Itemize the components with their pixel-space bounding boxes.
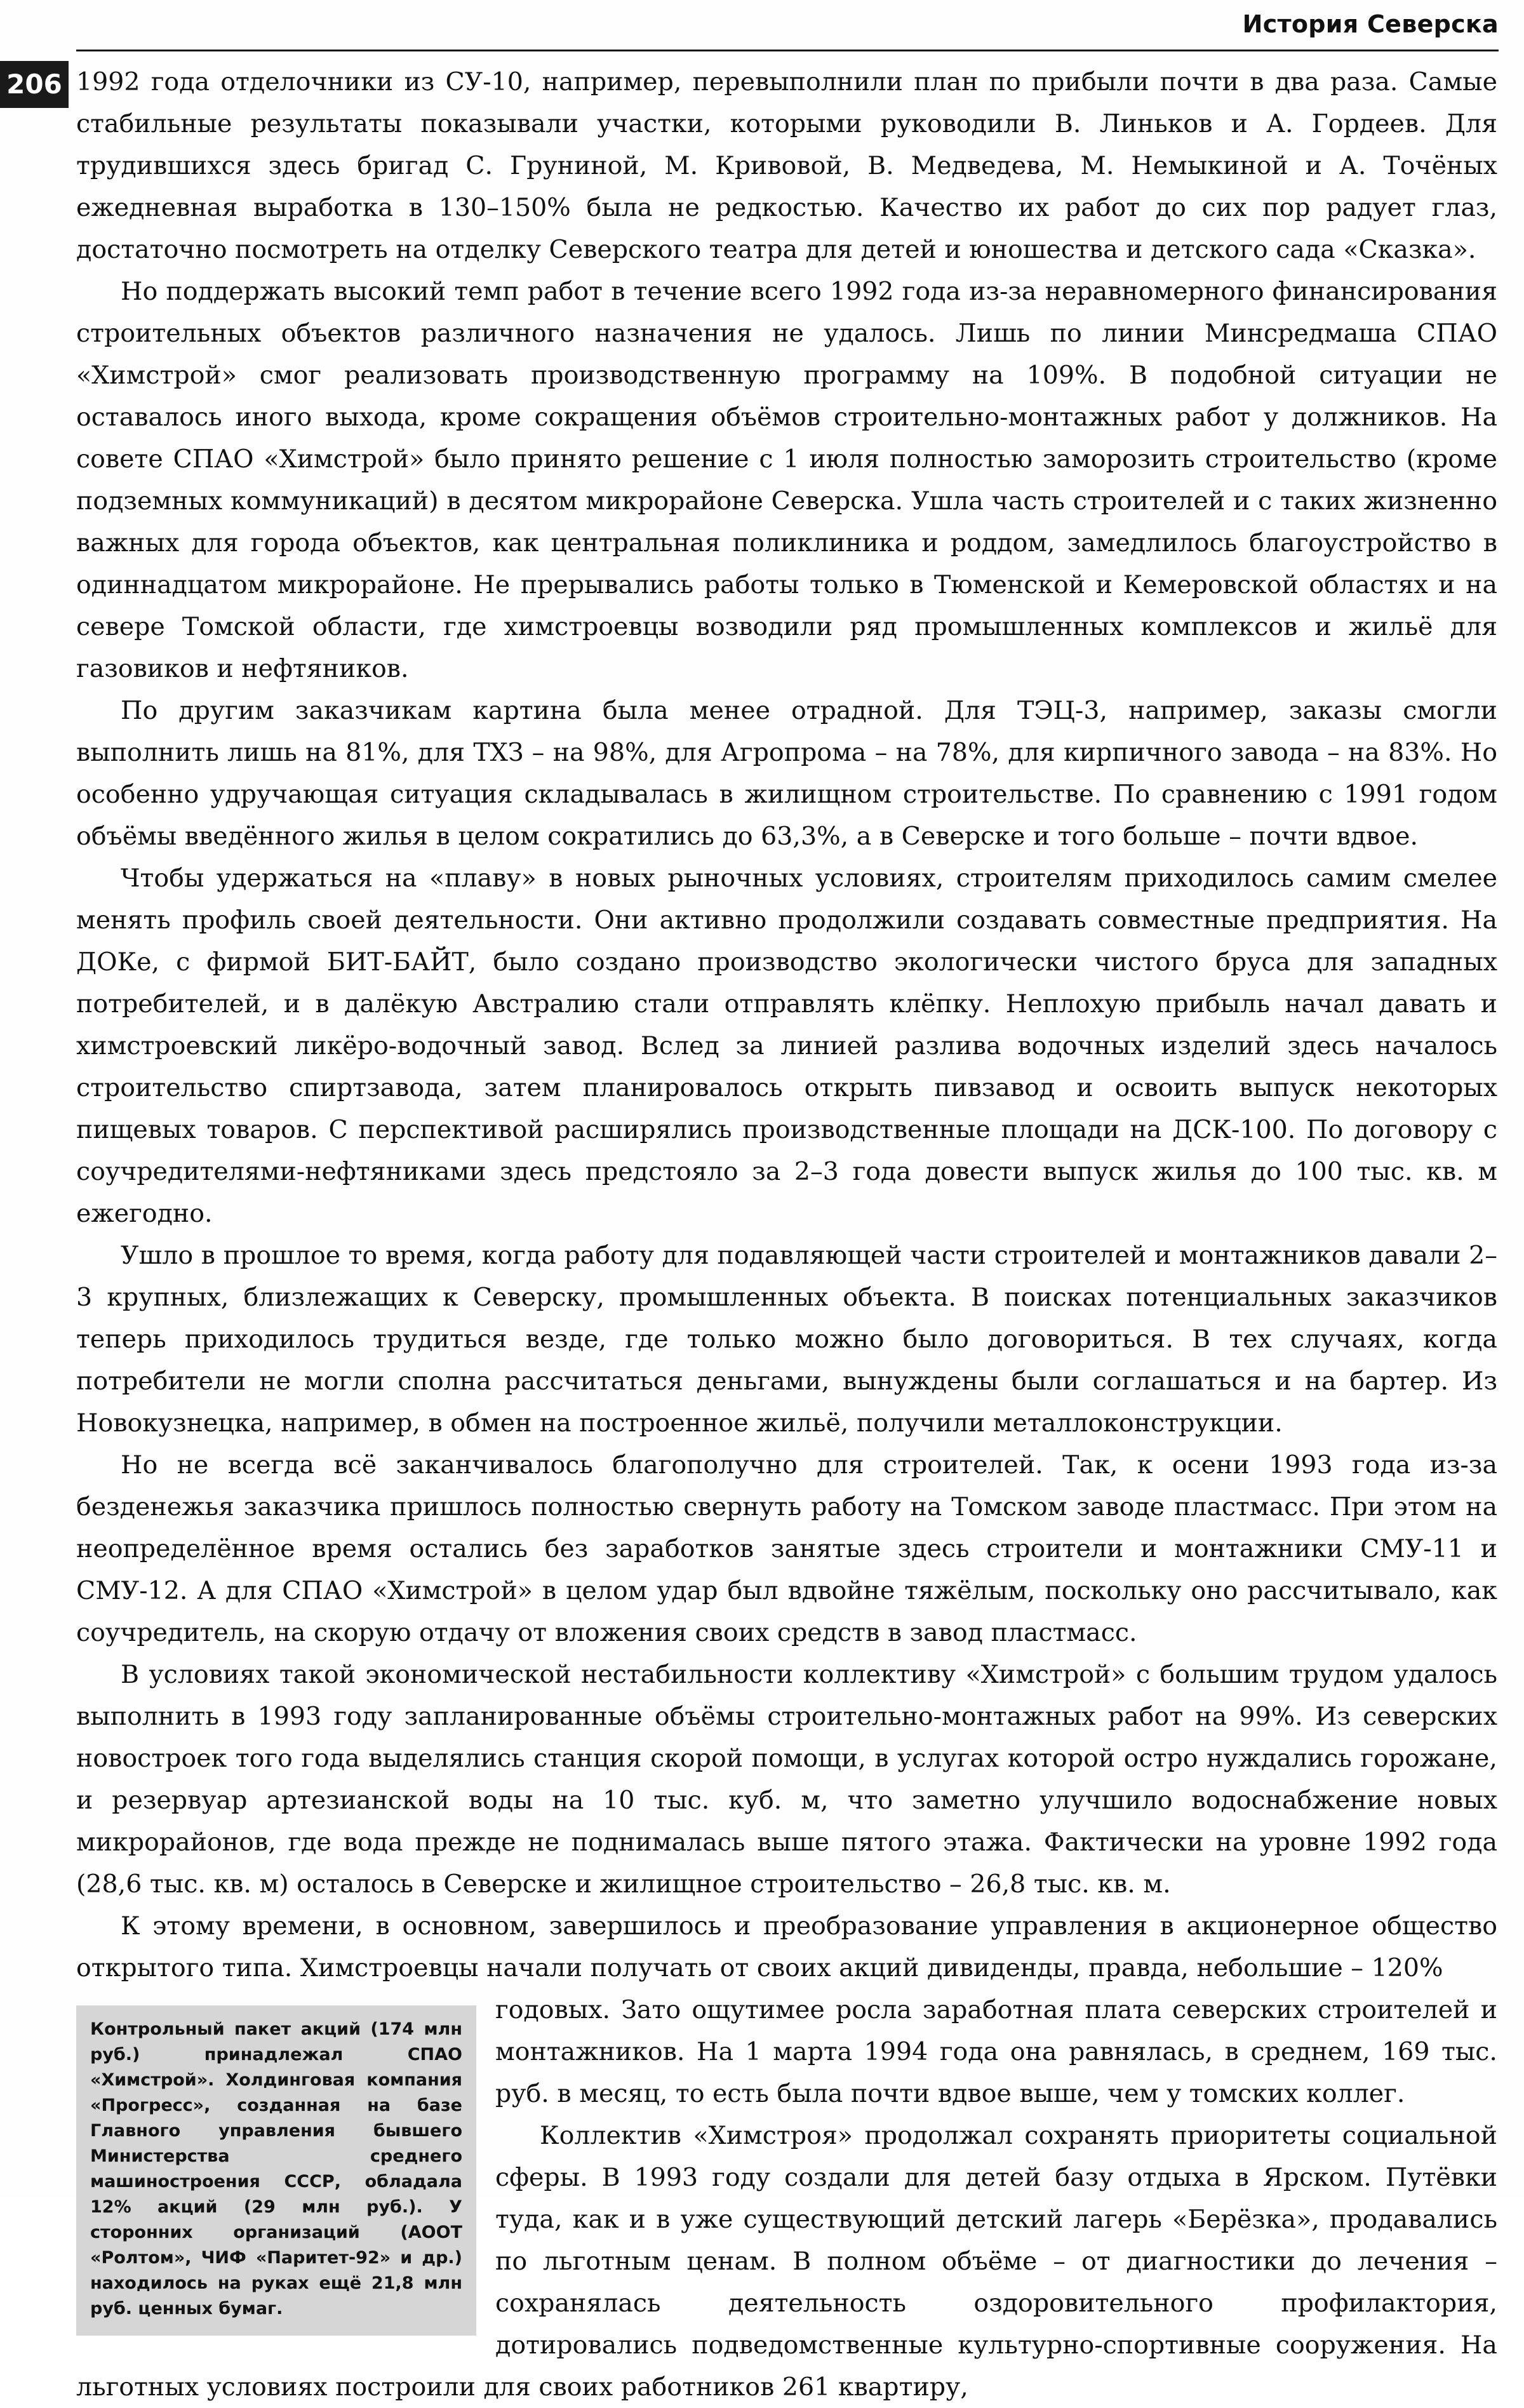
paragraph: Ушло в прошлое то время, когда работу для подавляющей части строителей и монтажников давали 2–3 крупных, близлежащих к Северску, промышленных объекта. В поисках потенциальных заказчиков теперь приходилось трудиться везде, где только можно было договориться. В тех случаях, когда потребители не могли сполна рассчитаться деньгами, вынуждены были соглашаться и на бартер. Из Новокузнецка, например, в обмен на построенное жильё, получили металлоконструкции.	[76, 1241, 1497, 1438]
paragraph: Чтобы удержаться на «плаву» в новых рыночных условиях, строителям приходилось самим смелее менять профиль своей деятельности. Они активно продолжили создавать совместные предприятия. На ДОКе, с фирмой БИТ-БАЙТ, было создано производство экологически чистого бруса для западных потребителей, и в далёкую Австралию стали отправлять клёпку. Неплохую прибыль начал давать и химстроевский ликёро-водочный завод. Вслед за линией разлива водочных изделий здесь началось строительство спиртзавода, затем планировалось открыть пивзавод и освоить выпуск некоторых пищевых товаров. С перспективой расширялись производственные площади на ДСК-100. По договору с соучредителями-нефтяниками здесь предстояло за 2–3 года довести выпуск жилья до 100 тыс. кв. м ежегодно.	[76, 864, 1497, 1228]
paragraph: Но не всегда всё заканчивалось благополучно для строителей. Так, к осени 1993 года из-за безденежья заказчика пришлось полностью свернуть работу на Томском заводе пластмасс. При этом на неопределённое время остались без заработков занятые здесь строители и монтажники СМУ-11 и СМУ-12. А для СПАО «Химстрой» в целом удар был вдвойне тяжёлым, поскольку оно рассчитывало, как соучредитель, на скорую отдачу от вложения своих средств в завод пластмасс.	[76, 1450, 1497, 1647]
sidebar-note: Контрольный пакет акций (174 млн руб.) принадлежал СПАО «Химстрой». Холдинговая компания «Прогресс», созданная на базе Главного управления бывшего Министерства среднего машиностроения СССР, обладала 12% акций (29 млн руб.). У сторонних организаций (АООТ «Ролтом», ЧИФ «Паритет-92» и др.) находилось на руках ещё 21,8 млн руб. ценных бумаг.	[76, 2005, 476, 2336]
page-number: 206	[0, 61, 69, 108]
main-text	[76, 61, 1497, 2408]
paragraph: Коллектив «Химстроя» продолжал сохранять приоритеты социальной сферы. В 1993 году создали для детей базу отдыха в Ярском. Путёвки туда, как и в уже существующий детский лагерь «Берёзка», продавались по льготным ценам. В полном объёме – от диагностики до лечения – сохранялась деятельность оздоровительного профилактория, дотировались подведомственные культурно-спортивные сооружения. На льготных условиях построили для своих работников 261 квартиру,	[76, 2121, 1497, 2402]
running-header: История Северска	[1242, 10, 1499, 38]
paragraph: 1992 года отделочники из СУ-10, например, перевыполнили план по прибыли почти в два раза. Самые стабильные результаты показывали участки, которыми руководили В. Линьков и А. Гордеев. Для трудившихся здесь бригад С. Груниной, М. Кривовой, В. Медведева, М. Немыкиной и А. Точёных ежедневная выработка в 130–150% была не редкостью. Качество их работ до сих пор радует глаз, достаточно посмотреть на отделку Северского театра для детей и юношества и детского сада «Сказка».	[76, 67, 1497, 264]
paragraph: годовых. Зато ощутимее росла заработная плата северских строителей и монтажников. На 1 марта 1994 года она равнялась, в среднем, 169 тыс. руб. в месяц, то есть была почти вдвое выше, чем у томских коллег.	[495, 1995, 1497, 2108]
paragraph: Но поддержать высокий темп работ в течение всего 1992 года из-за неравномерного финансирования строительных объектов различного назначения не удалось. Лишь по линии Минсредмаша СПАО «Химстрой» смог реализовать производственную программу на 109%. В подобной ситуации не оставалось иного выхода, кроме сокращения объёмов строительно-монтажных работ у должников. На совете СПАО «Химстрой» было принято решение с 1 июля полностью заморозить строительство (кроме подземных коммуникаций) в десятом микрорайоне Северска. Ушла часть строителей и с таких жизненно важных для города объектов, как центральная поликлиника и роддом, замедлилось благоустройство в одиннадцатом микрорайоне. Не прерывались работы только в Тюменской и Кемеровской областях и на севере Томской области, где химстроевцы возводили ряд промышленных комплексов и жильё для газовиков и нефтяников.	[76, 277, 1497, 683]
paragraph: К этому времени, в основном, завершилось и преобразование управления в акционерное общество открытого типа. Химстроевцы начали получать от своих акций дивиденды, правда, небольшие – 120%	[76, 1911, 1497, 1983]
paragraph: По другим заказчикам картина была менее отрадной. Для ТЭЦ-3, например, заказы смогли выполнить лишь на 81%, для ТХЗ – на 98%, для Агропрома – на 78%, для кирпичного завода – на 83%. Но особенно удручающая ситуация складывалась в жилищном строительстве. По сравнению с 1991 годом объёмы введённого жилья в целом сократились до 63,3%, а в Северске и того больше – почти вдвое.	[76, 696, 1497, 851]
paragraph: В условиях такой экономической нестабильности коллективу «Химстрой» с большим трудом удалось выполнить в 1993 году запланированные объёмы строительно-монтажных работ на 99%. Из северских новостроек того года выделялись станция скорой помощи, в услугах которой остро нуждались горожане, и резервуар артезианской воды на 10 тыс. куб. м, что заметно улучшило водоснабжение новых микрорайонов, где вода прежде не поднималась выше пятого этажа. Фактически на уровне 1992 года (28,6 тыс. кв. м) осталось в Северске и жилищное строительство – 26,8 тыс. кв. м.	[76, 1660, 1497, 1899]
header-rule	[76, 50, 1499, 51]
